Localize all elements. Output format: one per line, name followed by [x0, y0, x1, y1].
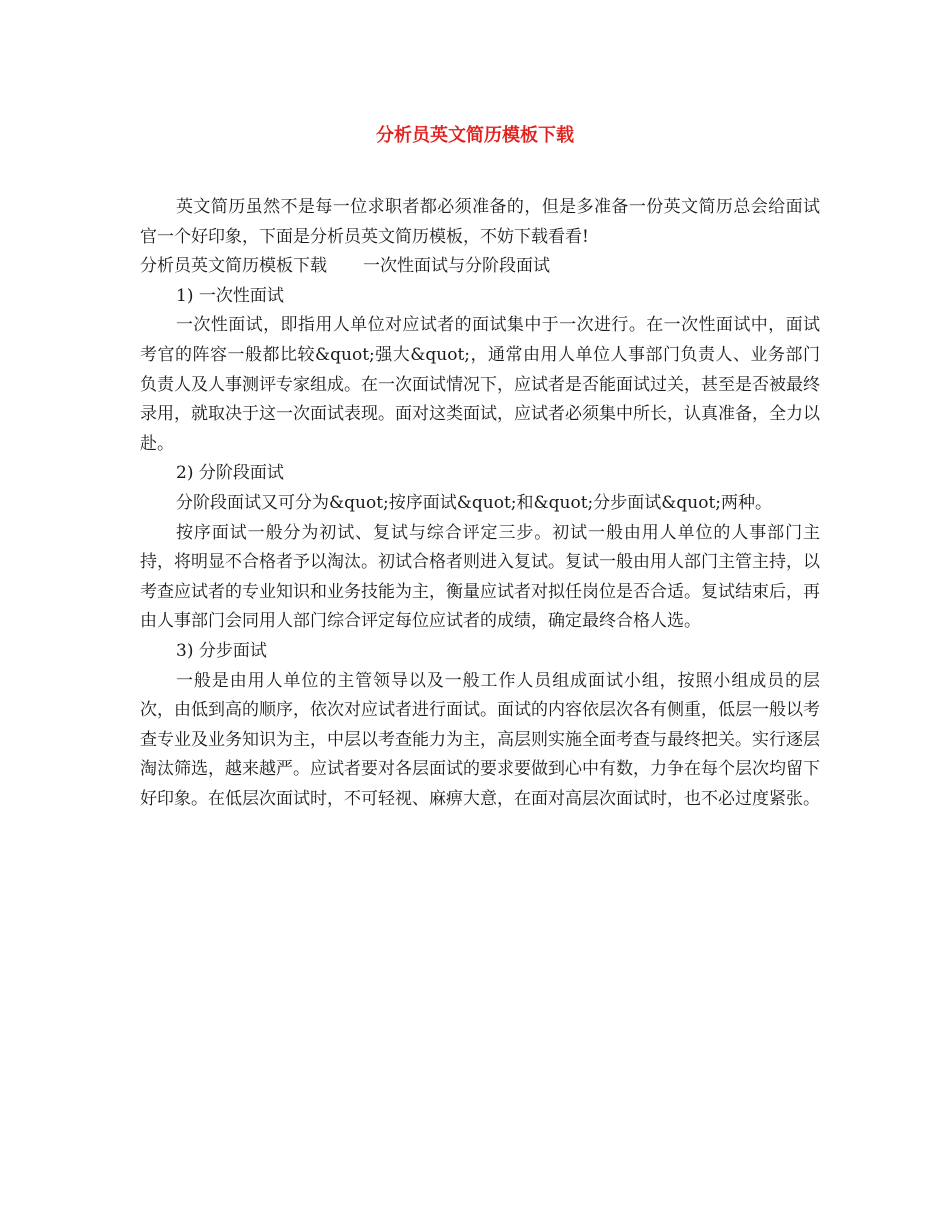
section-paragraph: 一次性面试，即指用人单位对应试者的面试集中于一次进行。在一次性面试中，面试考官的阵容一般都比较&quot;强大&quot;，通常由用人单位人事部门负责人、业务部门负责人及人事测评专家组成。在一次面试情况下，应试者是否能面试过关，甚至是否被最终录用，就取决于这一次面试表现。面对这类面试，应试者必须集中所长，认真准备，全力以赴。 — [140, 315, 820, 454]
section-heading-2: 2) 分阶段面试 — [176, 463, 284, 484]
document-body — [140, 193, 820, 814]
section-heading-1: 1) 一次性面试 — [176, 285, 284, 306]
section-paragraph: 分阶段面试又可分为&quot;按序面试&quot;和&quot;分步面试&quot;两种。 — [176, 492, 773, 513]
intro-paragraph: 英文简历虽然不是每一位求职者都必须准备的，但是多准备一份英文简历总会给面试官一个好印象，下面是分析员英文简历模板，不妨下载看看! — [140, 197, 820, 247]
section-paragraph: 按序面试一般分为初试、复试与综合评定三步。初试一般由用人单位的人事部门主持，将明显不合格者予以淘汰。初试合格者则进入复试。复试一般由用人部门主管主持，以考查应试者的专业知识和业务技能为主，衡量应试者对拟任岗位是否合适。复试结束后，再由人事部门会同用人部门综合评定每位应试者的成绩，确定最终合格人选。 — [140, 522, 820, 632]
section-paragraph: 一般是由用人单位的主管领导以及一般工作人员组成面试小组，按照小组成员的层次，由低到高的顺序，依次对应试者进行面试。面试的内容依层次各有侧重，低层一般以考查专业及业务知识为主，中层以考查能力为主，高层则实施全面考查与最终把关。实行逐层淘汰筛选，越来越严。应试者要对各层面试的要求要做到心中有数，力争在每个层次均留下好印象。在低层次面试时，不可轻视、麻痹大意，在面对高层次面试时，也不必过度紧张。 — [140, 670, 820, 809]
subheading-left: 分析员英文简历模板下载 — [140, 256, 327, 277]
subheading-right: 一次性面试与分阶段面试 — [363, 256, 550, 277]
subheading-line — [140, 252, 820, 282]
document-title: 分析员英文简历模板下载 — [376, 125, 574, 146]
section-heading-3: 3) 分步面试 — [176, 640, 267, 661]
